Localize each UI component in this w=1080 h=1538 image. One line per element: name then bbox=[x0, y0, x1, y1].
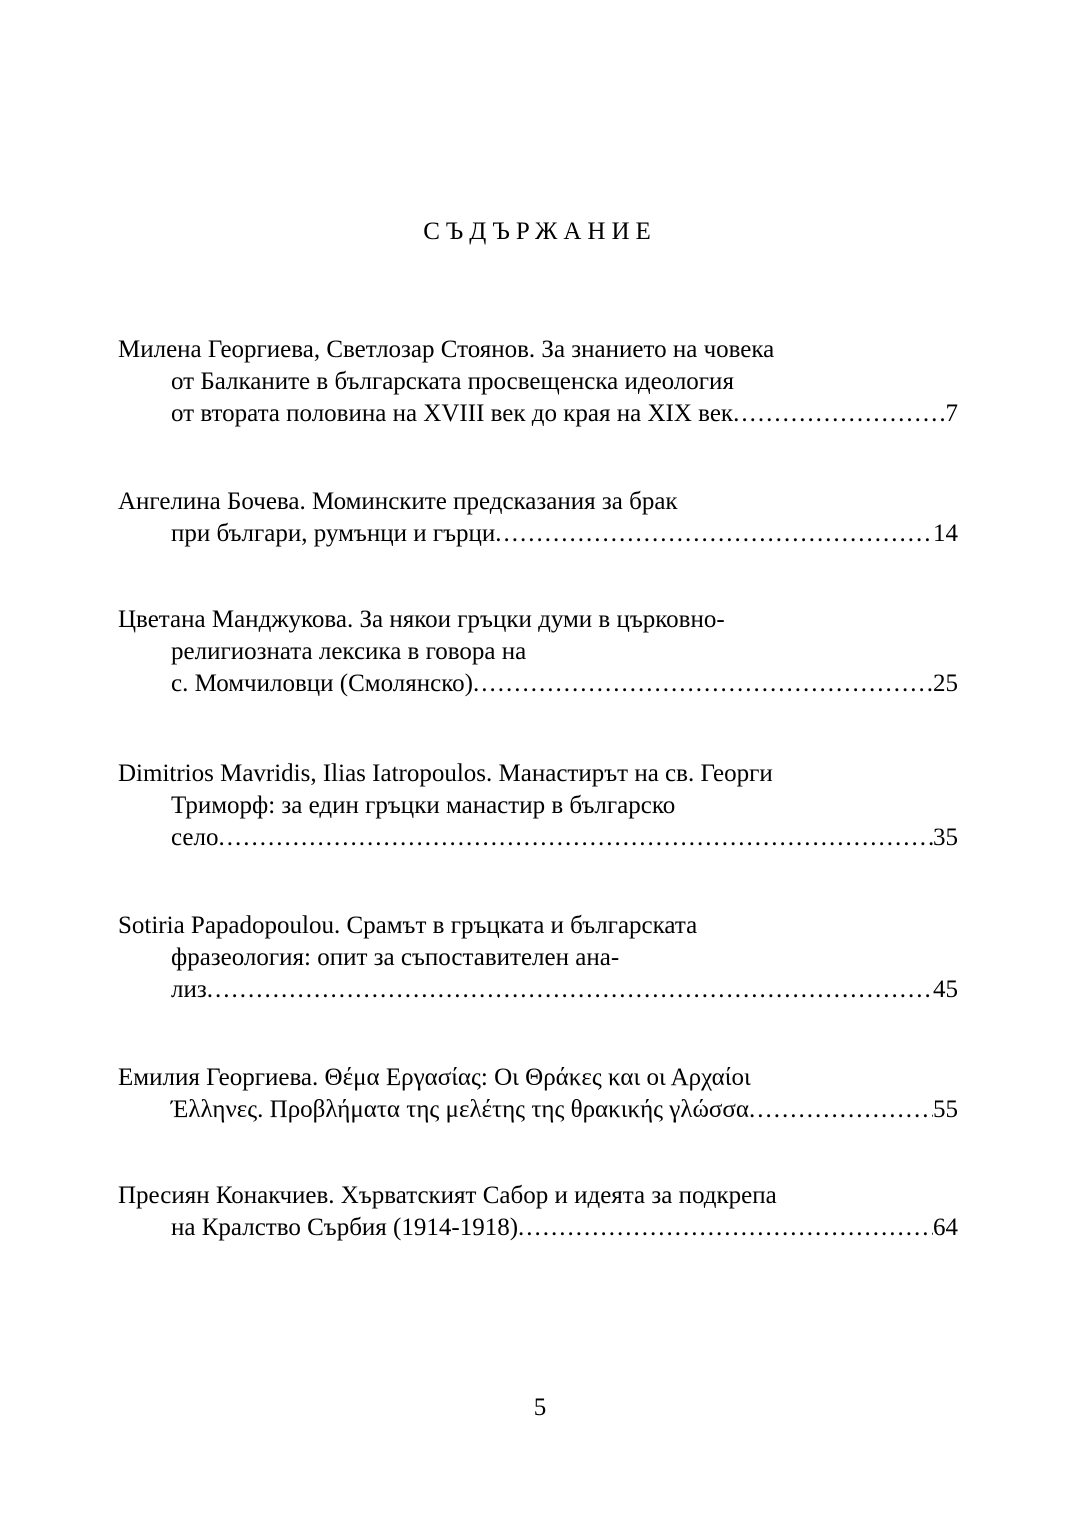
toc-entry-line: на Кралство Сърбия (1914-1918) bbox=[171, 1214, 519, 1241]
toc-entry-last-line bbox=[118, 518, 958, 550]
toc-entry-line: Sotiria Papadopoulou. Срамът в гръцката и българската bbox=[118, 912, 698, 939]
dot-leader bbox=[218, 822, 933, 854]
toc-entry-last-line bbox=[118, 1212, 958, 1244]
toc-entry bbox=[118, 604, 958, 700]
dot-leader bbox=[207, 974, 933, 1006]
toc-entry-line: Цветана Манджукова. За някои гръцки думи в църковно- bbox=[118, 606, 725, 633]
toc-entry bbox=[118, 1062, 958, 1126]
page-number: 5 bbox=[533, 1394, 547, 1421]
toc-page-number: 55 bbox=[933, 1096, 958, 1123]
toc-entry-line: фразеология: опит за съпоставителен ана- bbox=[171, 944, 620, 971]
dot-leader bbox=[495, 518, 933, 550]
toc-entry bbox=[118, 758, 958, 854]
dot-leader bbox=[518, 1212, 933, 1244]
toc-page-number: 35 bbox=[933, 824, 958, 851]
dot-leader bbox=[733, 398, 945, 430]
toc-entry-last-line bbox=[118, 822, 958, 854]
toc-entry-line: религиозната лексика в говора на bbox=[171, 638, 527, 665]
dot-leader bbox=[473, 668, 933, 700]
toc-entry-line: лиз bbox=[171, 976, 207, 1003]
toc-entry-last-line bbox=[118, 668, 958, 700]
toc-entry-last-line bbox=[118, 398, 958, 430]
toc-page-number: 7 bbox=[945, 400, 958, 427]
dot-leader bbox=[749, 1094, 933, 1126]
table-of-contents-title: СЪДЪРЖАНИЕ bbox=[423, 218, 657, 245]
toc-entry-line: Dimitrios Mavridis, Ilias Iatropoulos. Манастирът на св. Георги bbox=[118, 760, 773, 787]
toc-entry-line: Милена Георгиева, Светлозар Стоянов. За знанието на човека bbox=[118, 336, 775, 363]
toc-entry-line: от втората половина на XVIII век до края на XIX век bbox=[171, 400, 734, 427]
toc-entry-line: от Балканите в българската просвещенска идеология bbox=[171, 368, 734, 395]
toc-entry-last-line bbox=[118, 1094, 958, 1126]
toc-entry-line: Έλληνες. Προβλήματα της μελέτης της θρακικής γλώσσα bbox=[171, 1096, 749, 1123]
toc-entry-line: Пресиян Конакчиев. Хърватският Сабор и идеята за подкрепа bbox=[118, 1182, 777, 1209]
toc-entry-last-line bbox=[118, 974, 958, 1006]
toc-page-number: 14 bbox=[933, 520, 958, 547]
toc-page-number: 25 bbox=[933, 670, 958, 697]
toc-page-number: 45 bbox=[933, 976, 958, 1003]
toc-entry bbox=[118, 1180, 958, 1244]
toc-entry-line: Емилия Георгиева. Θέμα Εργασίας: Οι Θράκες και οι Αρχαίοι bbox=[118, 1064, 751, 1091]
toc-entry bbox=[118, 486, 958, 550]
toc-entry bbox=[118, 910, 958, 1006]
toc-entry-line: село bbox=[171, 824, 219, 851]
toc-entry bbox=[118, 334, 958, 430]
toc-entry-line: при българи, румънци и гърци bbox=[171, 520, 496, 547]
toc-entry-line: с. Момчиловци (Смолянско) bbox=[171, 670, 473, 697]
toc-entry-line: Триморф: за един гръцки манастир в българско bbox=[171, 792, 676, 819]
toc-entry-line: Ангелина Бочева. Моминските предсказания за брак bbox=[118, 488, 678, 515]
toc-page-number: 64 bbox=[933, 1214, 958, 1241]
